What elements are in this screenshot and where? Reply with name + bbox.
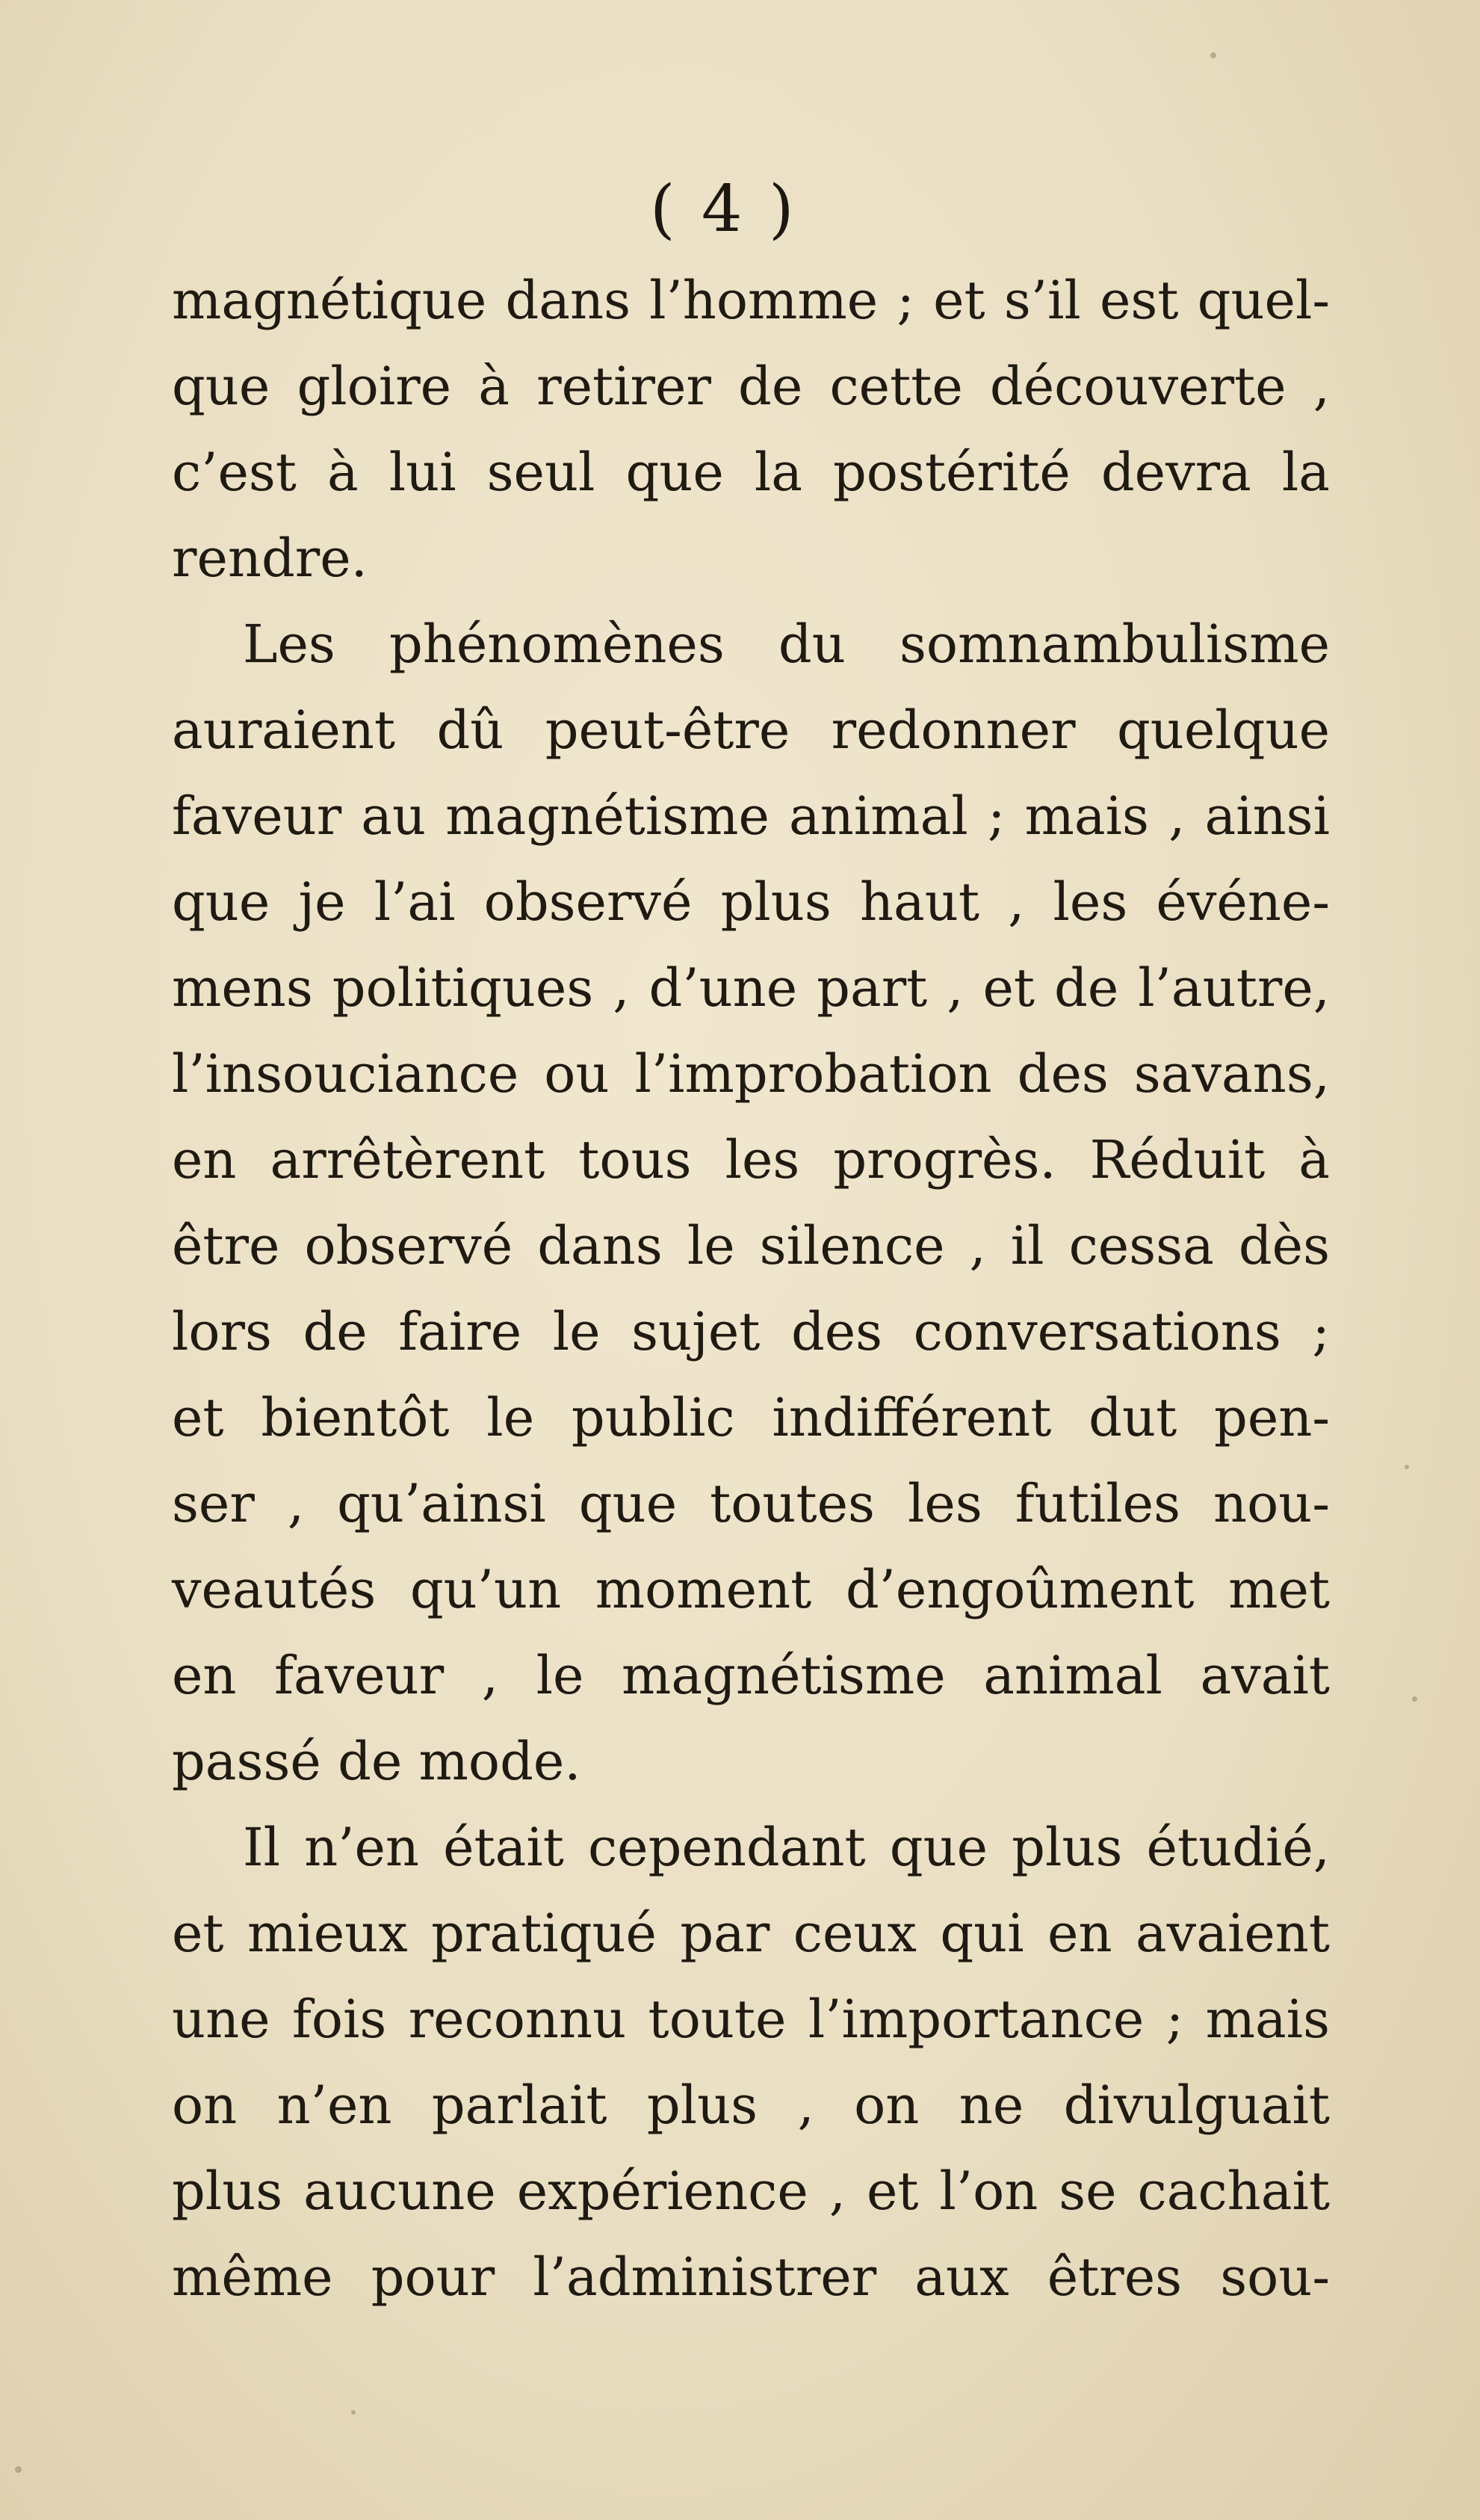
text-line: magnétique dans l’homme ; et s’il est quel-	[172, 270, 1330, 331]
text-line: être observé dans le silence , il cessa dès	[172, 1215, 1330, 1276]
text-line: et bientôt le public indifférent dut pen-	[172, 1387, 1330, 1448]
text-line: mens politiques , d’une part , et de l’autre,	[172, 957, 1330, 1019]
text-line: en arrêtèrent tous les progrès. Réduit à	[172, 1129, 1330, 1190]
text-line: ser , qu’ainsi que toutes les futiles nou-	[172, 1473, 1330, 1534]
paper-speck	[1412, 1696, 1417, 1702]
paper-speck	[15, 2466, 22, 2473]
text-line: que je l’ai observé plus haut , les événe-	[172, 871, 1330, 933]
text-line: auraient dû peut-être redonner quelque	[172, 700, 1330, 761]
paper-speck	[351, 2410, 356, 2415]
page-number: ( 4 )	[650, 172, 797, 247]
text-line: et mieux pratiqué par ceux qui en avaient	[172, 1903, 1330, 1964]
text-line: même pour l’administrer aux êtres sou-	[172, 2246, 1330, 2308]
text-line: Les phénomènes du somnambulisme	[243, 614, 1330, 675]
text-line: Il n’en était cependant que plus étudié,	[243, 1817, 1330, 1878]
text-line: l’insouciance ou l’improbation des savans,	[172, 1043, 1330, 1105]
text-line: faveur au magnétisme animal ; mais , ainsi	[172, 785, 1330, 847]
text-line: que gloire à retirer de cette découverte ,	[172, 356, 1330, 417]
text-line: passé de mode.	[172, 1731, 581, 1792]
paper-speck	[1210, 52, 1216, 58]
text-line: veautés qu’un moment d’engoûment met	[172, 1559, 1330, 1620]
text-line: rendre.	[172, 528, 368, 589]
paper-speck	[1405, 1465, 1409, 1469]
text-line: c’est à lui seul que la postérité devra la	[172, 442, 1330, 503]
text-line: une fois reconnu toute l’importance ; mais	[172, 1989, 1330, 2050]
body-text	[172, 258, 1330, 2320]
text-line: lors de faire le sujet des conversations ;	[172, 1301, 1330, 1362]
text-line: plus aucune expérience , et l’on se cachait	[172, 2161, 1330, 2222]
text-line: on n’en parlait plus , on ne divulguait	[172, 2075, 1330, 2136]
text-line: en faveur , le magnétisme animal avait	[172, 1645, 1330, 1706]
